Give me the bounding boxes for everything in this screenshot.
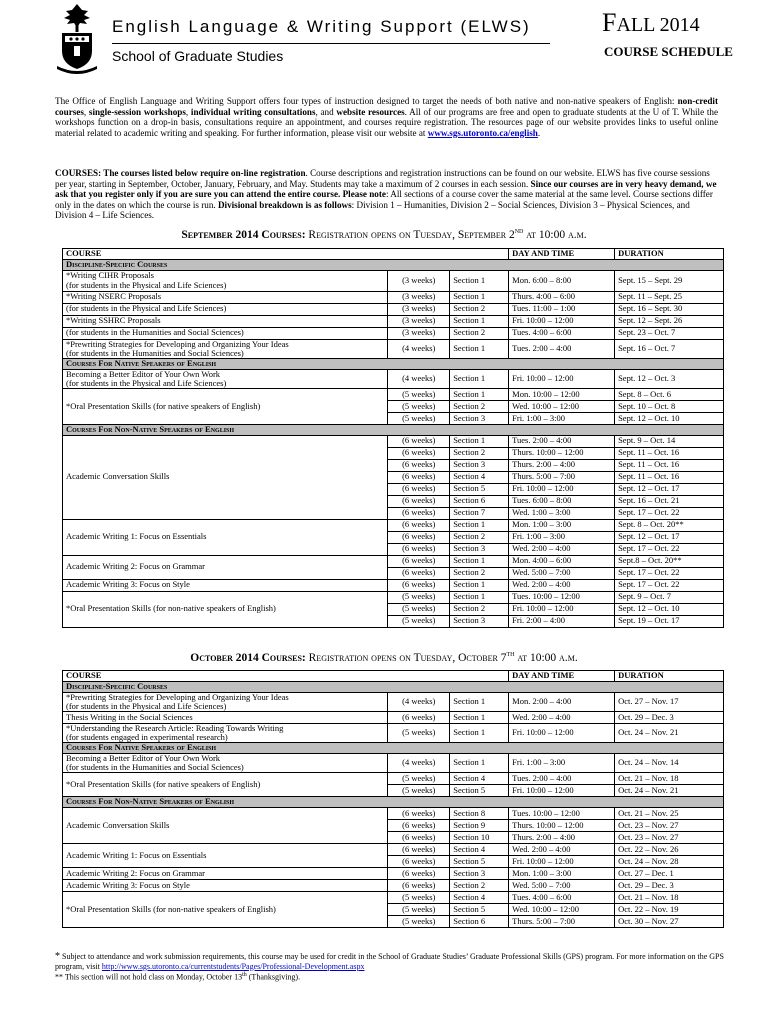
table-row xyxy=(63,303,724,315)
table-row xyxy=(63,880,724,892)
category-discipline-specific xyxy=(63,260,724,271)
course-day-time: Fri. 10:00 – 12:00 xyxy=(509,856,615,868)
course-day-time: Tues. 10:00 – 12:00 xyxy=(509,591,615,603)
course-section: Section 1 xyxy=(450,591,509,603)
course-name xyxy=(63,339,388,358)
course-name xyxy=(63,519,388,555)
course-section: Section 10 xyxy=(450,832,509,844)
course-section: Section 2 xyxy=(450,531,509,543)
course-weeks: (3 weeks) xyxy=(388,315,450,327)
course-weeks: (4 weeks) xyxy=(388,369,450,388)
course-weeks: (4 weeks) xyxy=(388,692,450,711)
course-day-time: Fri. 1:00 – 3:00 xyxy=(509,531,615,543)
course-day-time: Wed. 2:00 – 4:00 xyxy=(509,844,615,856)
course-name xyxy=(63,880,388,892)
course-name xyxy=(63,892,388,928)
course-weeks: (6 weeks) xyxy=(388,555,450,567)
column-header-row xyxy=(63,671,724,682)
course-day-time: Mon. 1:00 – 3:00 xyxy=(509,519,615,531)
table-row xyxy=(63,555,724,567)
course-name-text: Academic Writing 3: Focus on Style xyxy=(66,879,190,890)
course-day-time: Wed. 1:00 – 3:00 xyxy=(509,507,615,519)
course-day-time: Wed. 10:00 – 12:00 xyxy=(509,904,615,916)
course-section: Section 7 xyxy=(450,507,509,519)
course-section: Section 1 xyxy=(450,369,509,388)
october-schedule-table xyxy=(62,670,724,928)
course-weeks: (5 weeks) xyxy=(388,892,450,904)
course-duration: Oct. 24 – Nov. 14 xyxy=(615,754,724,773)
course-day-time: Wed. 5:00 – 7:00 xyxy=(509,567,615,579)
course-name xyxy=(63,773,388,797)
course-weeks: (6 weeks) xyxy=(388,447,450,459)
course-name-text: Academic Conversation Skills xyxy=(66,819,170,830)
course-day-time: Thurs. 10:00 – 12:00 xyxy=(509,447,615,459)
course-section: Section 1 xyxy=(450,579,509,591)
course-weeks: (6 weeks) xyxy=(388,543,450,555)
course-name-text: Academic Conversation Skills xyxy=(66,471,170,482)
category-label: Courses For Non-Native Speakers of English xyxy=(63,797,724,808)
course-weeks: (3 weeks) xyxy=(388,291,450,303)
course-section: Section 1 xyxy=(450,270,509,291)
course-duration: Sept. 19 – Oct. 17 xyxy=(615,615,724,627)
course-day-time: Mon. 10:00 – 12:00 xyxy=(509,389,615,401)
course-duration: Sept. 15 – Sept. 29 xyxy=(615,270,724,291)
course-name-text: Academic Writing 2: Focus on Grammar xyxy=(66,561,206,572)
course-weeks: (6 weeks) xyxy=(388,531,450,543)
course-duration: Sept. 11 – Oct. 16 xyxy=(615,471,724,483)
course-section: Section 1 xyxy=(450,435,509,447)
table-row xyxy=(63,692,724,711)
course-duration: Sept. 16 – Sept. 30 xyxy=(615,303,724,315)
course-day-time: Thurs. 10:00 – 12:00 xyxy=(509,820,615,832)
column-header-course: COURSE xyxy=(63,249,509,260)
course-name-text: *Oral Presentation Skills (for non-native speakers of English) xyxy=(66,603,276,614)
courses-paragraph: COURSES: The courses listed below require on-line registration. Course descriptions and registration instructions can be found on our website. ELWS has five course sessions per year, starting in September, October, January, February, and May. Students may take a maximum of 2 courses in each session. Since our courses are in very heavy demand, we ask that you register only if you are sure you can attend the entire course. Please note: All sections of a course cover the same material at the same level. Course sections differ only in the dates on which the course is run. Divisional breakdown is as follows: Division 1 – Humanities, Division 2 – Social Sciences, Division 3 – Physical Sciences, and Division 4 – Life Sciences. xyxy=(55,168,717,221)
course-name-text: Becoming a Better Editor of Your Own Work (for students in the Humanities and Social Sciences) xyxy=(66,753,244,773)
course-day-time: Mon. 4:00 – 6:00 xyxy=(509,555,615,567)
course-name-text: *Prewriting Strategies for Developing and Organizing Your Ideas (for students in the Physical and Life Sciences) xyxy=(66,692,289,711)
course-name-text: Academic Writing 3: Focus on Style xyxy=(66,579,190,590)
course-section: Section 5 xyxy=(450,856,509,868)
september-heading: September 2014 Courses: Registration opens on Tuesday, September 2ND at 10:00 a.m. xyxy=(181,229,587,241)
course-name-text: *Oral Presentation Skills (for native speakers of English) xyxy=(66,400,261,411)
october-heading: October 2014 Courses: Registration opens on Tuesday, October 7TH at 10:00 a.m. xyxy=(190,652,578,664)
term-title: FALL 2014 xyxy=(602,8,700,37)
course-weeks: (5 weeks) xyxy=(388,904,450,916)
course-day-time: Tues. 11:00 – 1:00 xyxy=(509,303,615,315)
course-name-text: *Understanding the Research Article: Reading Towards Writing (for students engaged in experimental research) xyxy=(66,723,284,743)
course-duration: Oct. 21 – Nov. 18 xyxy=(615,773,724,785)
course-duration: Oct. 21 – Nov. 18 xyxy=(615,892,724,904)
course-duration: Oct. 22 – Nov. 19 xyxy=(615,904,724,916)
course-duration: Oct. 27 – Nov. 17 xyxy=(615,692,724,711)
course-weeks: (5 weeks) xyxy=(388,615,450,627)
course-weeks: (5 weeks) xyxy=(388,724,450,743)
column-header-duration: DURATION xyxy=(615,249,724,260)
column-header-day-time: DAY AND TIME xyxy=(509,249,615,260)
course-duration: Sept. 8 – Oct. 20** xyxy=(615,519,724,531)
course-name xyxy=(63,555,388,579)
course-weeks: (6 weeks) xyxy=(388,567,450,579)
course-section: Section 9 xyxy=(450,820,509,832)
category-native-speakers xyxy=(63,359,724,370)
course-day-time: Thurs. 2:00 – 4:00 xyxy=(509,832,615,844)
course-name-text: Academic Writing 1: Focus on Essentials xyxy=(66,849,207,860)
course-name-text: *Oral Presentation Skills (for native speakers of English) xyxy=(66,779,261,790)
category-non-native-speakers xyxy=(63,425,724,436)
course-name xyxy=(63,369,388,388)
course-weeks: (6 weeks) xyxy=(388,519,450,531)
course-duration: Sept. 12 – Oct. 10 xyxy=(615,603,724,615)
course-weeks: (4 weeks) xyxy=(388,754,450,773)
course-duration: Sept. 12 – Oct. 3 xyxy=(615,369,724,388)
course-day-time: Fri. 10:00 – 12:00 xyxy=(509,785,615,797)
course-weeks: (6 weeks) xyxy=(388,820,450,832)
course-section: Section 5 xyxy=(450,904,509,916)
category-native-speakers xyxy=(63,743,724,754)
course-section: Section 1 xyxy=(450,712,509,724)
table-row xyxy=(63,773,724,785)
course-duration: Oct. 27 – Dec. 1 xyxy=(615,868,724,880)
course-name-text: *Writing CIHR Proposals (for students in the Physical and Life Sciences) xyxy=(66,270,227,290)
course-name-text: *Writing NSERC Proposals xyxy=(66,291,162,302)
course-name-text: Becoming a Better Editor of Your Own Work (for students in the Physical and Life Sciences) xyxy=(66,369,227,388)
course-section: Section 3 xyxy=(450,868,509,880)
course-duration: Sept. 17 – Oct. 22 xyxy=(615,567,724,579)
course-section: Section 4 xyxy=(450,773,509,785)
course-name xyxy=(63,844,388,868)
course-weeks: (6 weeks) xyxy=(388,844,450,856)
course-duration: Sept. 8 – Oct. 6 xyxy=(615,389,724,401)
course-section: Section 6 xyxy=(450,916,509,928)
table-row xyxy=(63,868,724,880)
table-row xyxy=(63,369,724,388)
course-name xyxy=(63,591,388,627)
column-header-day-time: DAY AND TIME xyxy=(509,671,615,682)
title-rule xyxy=(112,43,550,44)
table-row xyxy=(63,519,724,531)
course-name xyxy=(63,724,388,743)
course-duration: Oct. 23 – Nov. 27 xyxy=(615,832,724,844)
table-row xyxy=(63,435,724,447)
course-weeks: (5 weeks) xyxy=(388,401,450,413)
course-name xyxy=(63,692,388,711)
course-day-time: Tues. 2:00 – 4:00 xyxy=(509,339,615,358)
course-duration: Sept. 9 – Oct. 14 xyxy=(615,435,724,447)
course-weeks: (6 weeks) xyxy=(388,880,450,892)
header xyxy=(0,0,768,82)
course-duration: Sept. 10 – Oct. 8 xyxy=(615,401,724,413)
course-section: Section 1 xyxy=(450,315,509,327)
table-row xyxy=(63,327,724,339)
course-name-text: *Oral Presentation Skills (for non-native speakers of English) xyxy=(66,903,276,914)
course-weeks: (4 weeks) xyxy=(388,339,450,358)
course-duration: Sept. 12 – Sept. 26 xyxy=(615,315,724,327)
course-day-time: Tues. 10:00 – 12:00 xyxy=(509,808,615,820)
table-row xyxy=(63,754,724,773)
course-section: Section 1 xyxy=(450,339,509,358)
gps-link[interactable]: http://www.sgs.utoronto.ca/currentstudents/Pages/Professional-Development.aspx xyxy=(101,961,365,971)
course-duration: Oct. 24 – Nov. 21 xyxy=(615,724,724,743)
course-name xyxy=(63,868,388,880)
table-row xyxy=(63,270,724,291)
course-section: Section 2 xyxy=(450,880,509,892)
course-name xyxy=(63,808,388,844)
course-section: Section 2 xyxy=(450,327,509,339)
course-day-time: Tues. 4:00 – 6:00 xyxy=(509,327,615,339)
course-section: Section 2 xyxy=(450,447,509,459)
footnotes xyxy=(55,952,735,982)
course-name-text: Academic Writing 1: Focus on Essentials xyxy=(66,531,207,542)
category-label: Discipline-Specific Courses xyxy=(63,682,724,693)
course-section: Section 1 xyxy=(450,724,509,743)
intro-paragraph: The Office of English Language and Writing Support offers four types of instruction designed to target the needs of both native and non-native speakers of English: non-credit courses, single-session workshops, individual writing consultations, and website resources. All of our programs are free and open to graduate students at the U of T. While the workshops function on a drop-in basis, consultations require an appointment, and courses require registration. The resources page of our website provides links to useful online material related to academic writing and speaking. For further information, please visit our website at www.sgs.utoronto.ca/english. xyxy=(55,96,718,138)
course-weeks: (3 weeks) xyxy=(388,270,450,291)
category-label: Courses For Native Speakers of English xyxy=(63,743,724,754)
course-weeks: (6 weeks) xyxy=(388,868,450,880)
course-duration: Sept. 17 – Oct. 22 xyxy=(615,507,724,519)
course-day-time: Wed. 10:00 – 12:00 xyxy=(509,401,615,413)
course-section: Section 1 xyxy=(450,754,509,773)
september-schedule-table xyxy=(62,248,724,628)
course-weeks: (6 weeks) xyxy=(388,483,450,495)
course-weeks: (6 weeks) xyxy=(388,712,450,724)
course-name xyxy=(63,327,388,339)
course-name xyxy=(63,712,388,724)
course-duration: Oct. 22 – Nov. 26 xyxy=(615,844,724,856)
column-header-course: COURSE xyxy=(63,671,509,682)
course-name-text: (for students in the Humanities and Social Sciences) xyxy=(66,327,244,338)
table-row xyxy=(63,315,724,327)
course-duration: Sept. 23 – Oct. 7 xyxy=(615,327,724,339)
course-weeks: (5 weeks) xyxy=(388,603,450,615)
course-name xyxy=(63,291,388,303)
course-weeks: (5 weeks) xyxy=(388,773,450,785)
course-weeks: (6 weeks) xyxy=(388,459,450,471)
course-weeks: (6 weeks) xyxy=(388,579,450,591)
course-name-text: (for students in the Physical and Life Sciences) xyxy=(66,303,227,314)
course-day-time: Fri. 1:00 – 3:00 xyxy=(509,754,615,773)
course-weeks: (5 weeks) xyxy=(388,916,450,928)
course-section: Section 3 xyxy=(450,413,509,425)
course-duration: Oct. 29 – Dec. 3 xyxy=(615,880,724,892)
column-header-row xyxy=(63,249,724,260)
course-name-text: Academic Writing 2: Focus on Grammar xyxy=(66,867,206,878)
school-subtitle: School of Graduate Studies xyxy=(112,48,284,64)
course-day-time: Fri. 10:00 – 12:00 xyxy=(509,369,615,388)
course-weeks: (6 weeks) xyxy=(388,471,450,483)
course-day-time: Tues. 4:00 – 6:00 xyxy=(509,892,615,904)
course-day-time: Mon. 1:00 – 3:00 xyxy=(509,868,615,880)
course-section: Section 2 xyxy=(450,567,509,579)
footnote-thanksgiving: ** This section will not hold class on Monday, October 13th (Thanksgiving). xyxy=(55,972,301,982)
footnote-gps: * Subject to attendance and work submission requirements, this course may be used for credit in the School of Graduate Studies’ Graduate Professional Skills (GPS) program. For more information on the GPS program, visit http://www.sgs.utoronto.ca/currentstudents/Pages/Professional-Development.aspx xyxy=(55,951,724,971)
course-section: Section 1 xyxy=(450,389,509,401)
course-name-text: *Writing SSHRC Proposals xyxy=(66,315,161,326)
course-section: Section 2 xyxy=(450,401,509,413)
course-duration: Sept. 12 – Oct. 10 xyxy=(615,413,724,425)
course-weeks: (6 weeks) xyxy=(388,808,450,820)
course-day-time: Tues. 6:00 – 8:00 xyxy=(509,495,615,507)
course-weeks: (3 weeks) xyxy=(388,327,450,339)
course-section: Section 6 xyxy=(450,495,509,507)
category-label: Courses For Native Speakers of English xyxy=(63,359,724,370)
course-weeks: (6 weeks) xyxy=(388,832,450,844)
category-label: Courses For Non-Native Speakers of English xyxy=(63,425,724,436)
course-section: Section 3 xyxy=(450,615,509,627)
course-weeks: (5 weeks) xyxy=(388,389,450,401)
course-section: Section 5 xyxy=(450,785,509,797)
course-day-time: Fri. 2:00 – 4:00 xyxy=(509,615,615,627)
course-duration: Oct. 24 – Nov. 28 xyxy=(615,856,724,868)
course-duration: Oct. 30 – Nov. 27 xyxy=(615,916,724,928)
course-section: Section 4 xyxy=(450,471,509,483)
course-section: Section 1 xyxy=(450,291,509,303)
category-label: Discipline-Specific Courses xyxy=(63,260,724,271)
course-day-time: Tues. 2:00 – 4:00 xyxy=(509,773,615,785)
course-day-time: Wed. 2:00 – 4:00 xyxy=(509,712,615,724)
course-day-time: Mon. 6:00 – 8:00 xyxy=(509,270,615,291)
schedule-label: COURSE SCHEDULE xyxy=(604,44,733,59)
course-name-text: *Prewriting Strategies for Developing and Organizing Your Ideas (for students in the Humanities and Social Sciences) xyxy=(66,339,289,358)
course-name xyxy=(63,754,388,773)
course-section: Section 5 xyxy=(450,483,509,495)
table-row xyxy=(63,339,724,358)
category-discipline-specific xyxy=(63,682,724,693)
course-name xyxy=(63,435,388,519)
course-section: Section 3 xyxy=(450,543,509,555)
course-day-time: Tues. 2:00 – 4:00 xyxy=(509,435,615,447)
category-non-native-speakers xyxy=(63,797,724,808)
course-duration: Oct. 24 – Nov. 21 xyxy=(615,785,724,797)
course-duration: Sept. 9 – Oct. 7 xyxy=(615,591,724,603)
course-duration: Sept. 11 – Oct. 16 xyxy=(615,459,724,471)
course-weeks: (5 weeks) xyxy=(388,413,450,425)
course-day-time: Wed. 5:00 – 7:00 xyxy=(509,880,615,892)
course-name xyxy=(63,303,388,315)
course-day-time: Fri. 10:00 – 12:00 xyxy=(509,724,615,743)
course-day-time: Thurs. 5:00 – 7:00 xyxy=(509,471,615,483)
course-name xyxy=(63,315,388,327)
course-day-time: Wed. 2:00 – 4:00 xyxy=(509,543,615,555)
table-row xyxy=(63,844,724,856)
course-duration: Sept. 16 – Oct. 21 xyxy=(615,495,724,507)
course-name xyxy=(63,579,388,591)
course-day-time: Wed. 2:00 – 4:00 xyxy=(509,579,615,591)
course-section: Section 8 xyxy=(450,808,509,820)
course-duration: Sept. 11 – Sept. 25 xyxy=(615,291,724,303)
course-name xyxy=(63,389,388,425)
course-day-time: Thurs. 2:00 – 4:00 xyxy=(509,459,615,471)
course-duration: Oct. 23 – Nov. 27 xyxy=(615,820,724,832)
course-day-time: Mon. 2:00 – 4:00 xyxy=(509,692,615,711)
course-weeks: (5 weeks) xyxy=(388,785,450,797)
course-duration: Sept. 12 – Oct. 17 xyxy=(615,531,724,543)
course-name xyxy=(63,270,388,291)
course-section: Section 3 xyxy=(450,459,509,471)
table-row xyxy=(63,724,724,743)
table-row xyxy=(63,591,724,603)
course-duration: Sept. 12 – Oct. 17 xyxy=(615,483,724,495)
course-duration: Sept. 17 – Oct. 22 xyxy=(615,543,724,555)
table-row xyxy=(63,712,724,724)
course-section: Section 2 xyxy=(450,303,509,315)
table-row xyxy=(63,808,724,820)
course-section: Section 4 xyxy=(450,892,509,904)
table-row xyxy=(63,389,724,401)
course-duration: Sept. 16 – Oct. 7 xyxy=(615,339,724,358)
website-link[interactable]: www.sgs.utoronto.ca/english xyxy=(427,127,538,138)
office-title: English Language & Writing Support (ELWS) xyxy=(112,17,531,36)
course-duration: Sept. 17 – Oct. 22 xyxy=(615,579,724,591)
course-day-time: Thurs. 4:00 – 6:00 xyxy=(509,291,615,303)
table-row xyxy=(63,579,724,591)
university-crest-icon xyxy=(52,2,102,76)
course-day-time: Thurs. 5:00 – 7:00 xyxy=(509,916,615,928)
course-duration: Oct. 29 – Dec. 3 xyxy=(615,712,724,724)
table-row xyxy=(63,291,724,303)
course-name-text: Thesis Writing in the Social Sciences xyxy=(66,711,193,722)
course-section: Section 1 xyxy=(450,555,509,567)
table-row xyxy=(63,892,724,904)
course-weeks: (6 weeks) xyxy=(388,495,450,507)
column-header-duration: DURATION xyxy=(615,671,724,682)
course-duration: Sept.8 – Oct. 20** xyxy=(615,555,724,567)
course-section: Section 1 xyxy=(450,692,509,711)
course-day-time: Fri. 10:00 – 12:00 xyxy=(509,315,615,327)
course-duration: Oct. 21 – Nov. 25 xyxy=(615,808,724,820)
course-section: Section 4 xyxy=(450,844,509,856)
course-day-time: Fri. 1:00 – 3:00 xyxy=(509,413,615,425)
course-day-time: Fri. 10:00 – 12:00 xyxy=(509,603,615,615)
course-section: Section 1 xyxy=(450,519,509,531)
course-weeks: (5 weeks) xyxy=(388,591,450,603)
course-weeks: (3 weeks) xyxy=(388,303,450,315)
course-section: Section 2 xyxy=(450,603,509,615)
course-weeks: (6 weeks) xyxy=(388,435,450,447)
course-duration: Sept. 11 – Oct. 16 xyxy=(615,447,724,459)
course-weeks: (6 weeks) xyxy=(388,856,450,868)
course-weeks: (6 weeks) xyxy=(388,507,450,519)
course-day-time: Fri. 10:00 – 12:00 xyxy=(509,483,615,495)
